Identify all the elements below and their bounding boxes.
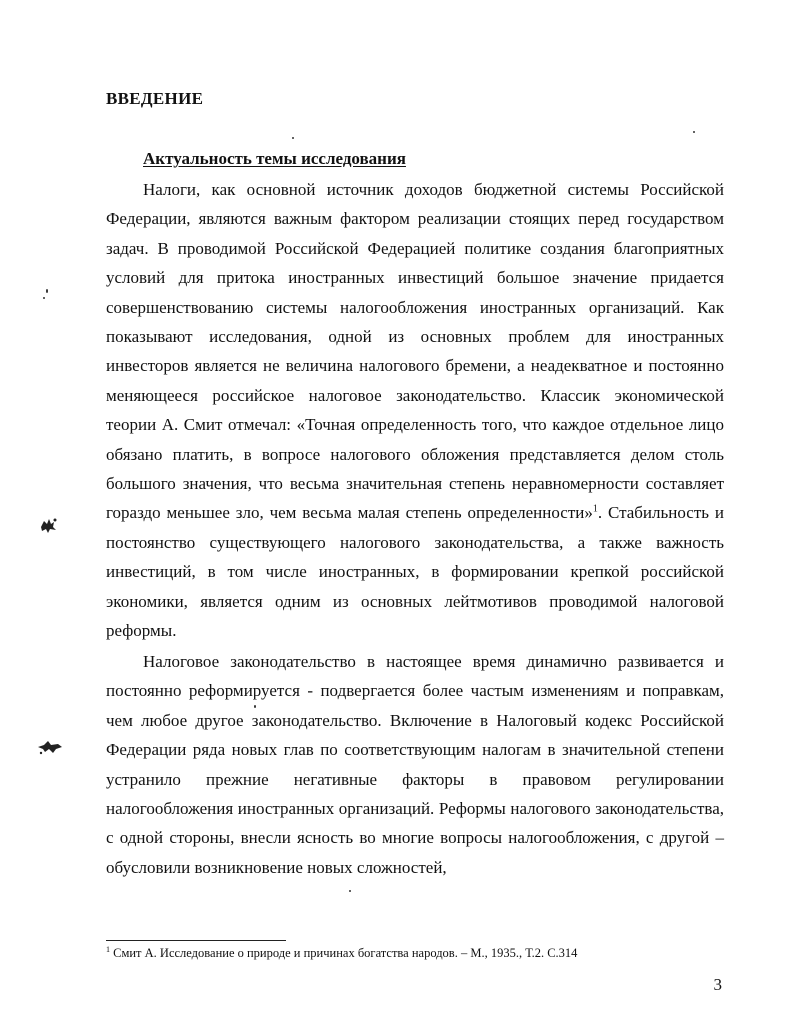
- footnote-reference: 1: [592, 503, 598, 515]
- paragraph-1-text-start: Налоги, как основной источник доходов бюджетной системы Российской Федерации, являются важным фактором реализации стоящих перед государством задач. В проводимой Российской Федерацией политике создания благоприятных условий для притока иностранных инвестиций большое значение придается совершенствованию системы налогообложения иностранных организаций. Как показывают исследования, одной из основных проблем для иностранных инвесторов является не величина налогового бремени, а неадекватное и постоянно меняющееся российское налоговое законодательство. Классик экономической теории А. Смит отмечал: «Точная определенность того, что каждое отдельное лицо обязано платить, в вопросе налогового обложения представляется делом столь большого значения, что весьма значительная степень неравномерности составляет гораздо меньшее зло, чем весьма малая степень определенности»: [106, 180, 724, 523]
- scan-speck: [292, 137, 294, 139]
- page-number: 3: [713, 975, 722, 994]
- page-heading: ВВЕДЕНИЕ: [106, 89, 204, 108]
- scan-blot: [36, 738, 64, 758]
- scan-speck: [46, 289, 48, 293]
- scan-blot: [38, 515, 60, 535]
- footnote-divider: [106, 940, 286, 941]
- paragraph-1-text-end: . Стабильность и постоянство существующего налогового законодательства, а также важность инвестиций, в том числе иностранных, в формировании крепкой российской экономики, является одним из основных лейтмотивов проводимой налоговой реформы.: [106, 503, 724, 641]
- footnote-marker: 1: [106, 944, 110, 954]
- scan-speck: [254, 705, 256, 708]
- footnote-text: Смит А. Исследование о природе и причинах богатства народов. – М., 1935., Т.2. С.314: [113, 946, 578, 960]
- section-subheading: Актуальность темы исследования: [143, 149, 406, 168]
- scan-speck: [693, 131, 695, 133]
- scan-speck: [43, 297, 45, 299]
- scan-speck: [349, 890, 351, 892]
- footnote: [106, 946, 577, 961]
- body-paragraph-1: [106, 175, 724, 646]
- body-paragraph-2: Налоговое законодательство в настоящее время динамично развивается и постоянно реформируется - подвергается более частым изменениям и поправкам, чем любое другое законодательство. Включение в Налоговый кодекс Российской Федерации ряда новых глав по соответствующим налогам в значительной степени устранило прежние негативные факторы в правовом регулировании налогообложения иностранных организаций. Реформы налогового законодательства, с одной стороны, внесли ясность во многие вопросы налогообложения, с другой – обусловили возникновение новых сложностей,: [106, 652, 724, 877]
